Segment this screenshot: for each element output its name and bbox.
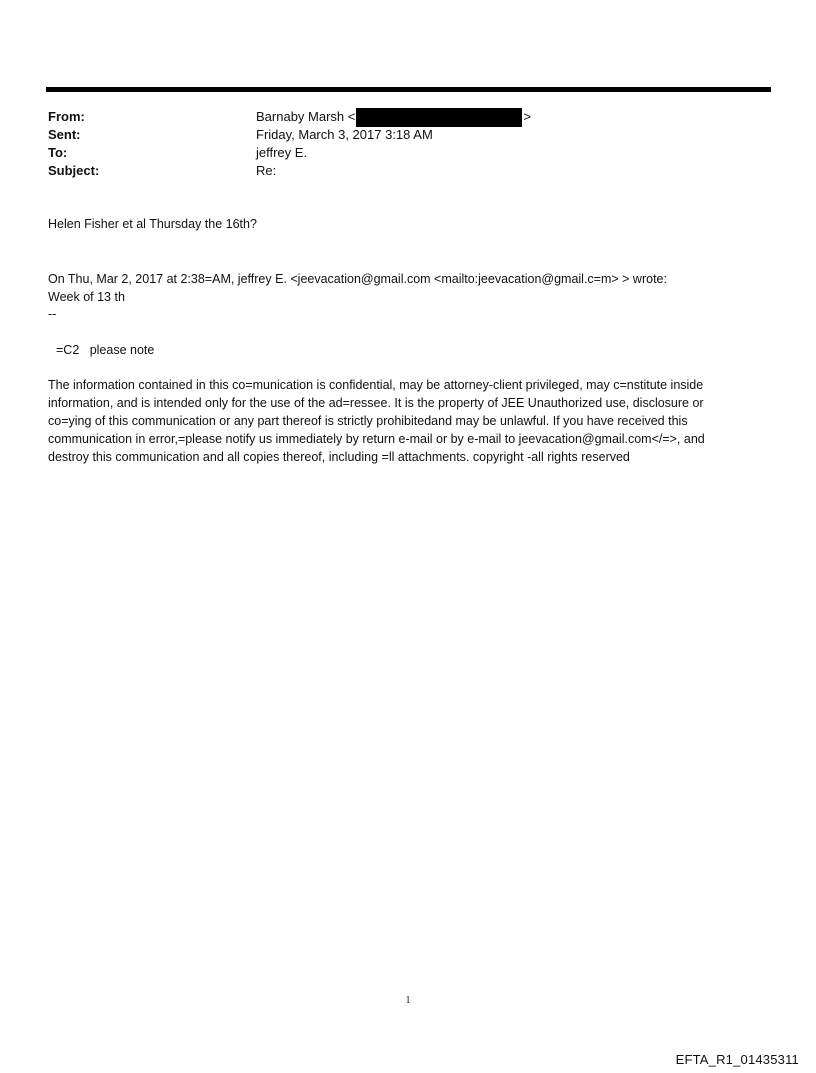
please-note-line: =C2 please note bbox=[56, 343, 155, 357]
to-row bbox=[48, 144, 531, 162]
header-divider bbox=[46, 87, 771, 92]
document-id: EFTA_R1_01435311 bbox=[675, 1052, 799, 1067]
page-number: 1 bbox=[405, 995, 411, 1006]
disclaimer-line: co=ying of this communication or any part thereof is strictly prohibitedand may be unlawful. If you have received this bbox=[48, 414, 688, 428]
subject-value: Re: bbox=[256, 163, 277, 178]
from-value bbox=[256, 108, 531, 127]
subject-label: Subject: bbox=[48, 163, 100, 178]
sender-name: Barnaby Marsh < bbox=[256, 109, 356, 124]
email-header bbox=[48, 108, 531, 180]
signature-separator: -- bbox=[48, 307, 57, 321]
confidentiality-disclaimer bbox=[48, 376, 778, 466]
redacted-email-block bbox=[356, 108, 522, 127]
disclaimer-line: The information contained in this co=munication is confidential, may be attorney-client privileged, may c=nstitute inside bbox=[48, 378, 704, 392]
to-label: To: bbox=[48, 145, 68, 160]
disclaimer-line: destroy this communication and all copies thereof, including =ll attachments. copyright -all rights reserved bbox=[48, 450, 630, 464]
sent-value: Friday, March 3, 2017 3:18 AM bbox=[256, 127, 433, 142]
disclaimer-line: information, and is intended only for the use of the ad=ressee. It is the property of JEE Unauthorized use, disclosure or bbox=[48, 396, 704, 410]
disclaimer-line: communication in error,=please notify us immediately by return e-mail or by e-mail to jeevacation@gmail.com</=>, and bbox=[48, 432, 705, 446]
quoted-message: Week of 13 th bbox=[48, 290, 125, 304]
subject-row bbox=[48, 162, 531, 180]
sender-email-close: > bbox=[523, 109, 531, 124]
from-row bbox=[48, 108, 531, 126]
message-text: Helen Fisher et al Thursday the 16th? bbox=[48, 217, 257, 231]
from-label: From: bbox=[48, 109, 85, 124]
quote-intro: On Thu, Mar 2, 2017 at 2:38=AM, jeffrey E. <jeevacation@gmail.com <mailto:jeevacation@gmail.c=m> > wrote: bbox=[48, 272, 667, 286]
sent-row bbox=[48, 126, 531, 144]
to-value: jeffrey E. bbox=[256, 145, 308, 160]
sent-label: Sent: bbox=[48, 127, 81, 142]
